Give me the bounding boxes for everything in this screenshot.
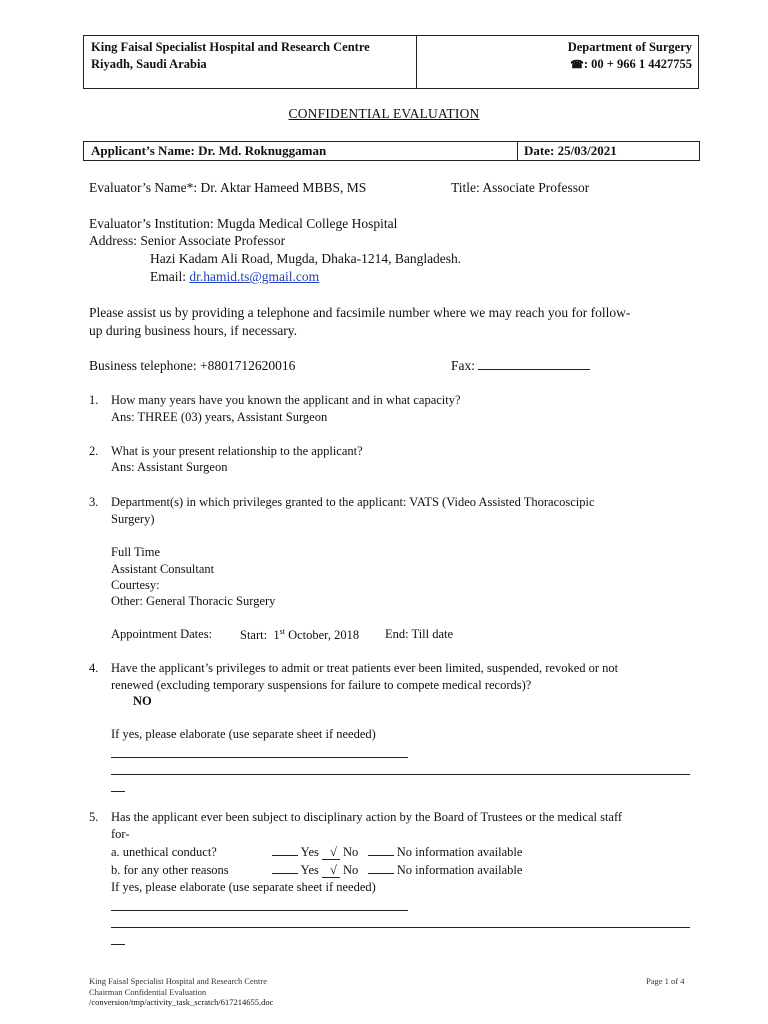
q4-text-2: renewed (excluding temporary suspensions for failure to compete medical records)? (111, 678, 532, 692)
q5-blank-line-3 (111, 944, 125, 945)
q5a-noinfo: No information available (396, 845, 523, 859)
q5-blank-line-1 (111, 910, 408, 911)
q3-start-date (240, 627, 359, 643)
q5a-options (272, 845, 522, 860)
q4-blank-line-1 (111, 757, 408, 758)
q5-text-2: for- (111, 827, 130, 841)
q5b-noinfo-blank (368, 872, 394, 874)
q5b-no: No (343, 863, 359, 877)
header-right-cell (417, 36, 698, 88)
q2-text: What is your present relationship to the applicant? (111, 444, 363, 458)
q1-answer: Ans: THREE (03) years, Assistant Surgeon (111, 410, 328, 424)
q5b-options (272, 863, 522, 878)
footer-block (89, 976, 273, 1008)
footer-file-path: /conversion/tmp/activity_task_scratch/617214655.doc (89, 997, 274, 1007)
q5-elaborate-label: If yes, please elaborate (use separate sheet if needed) (111, 880, 376, 894)
email-label: Email: (150, 269, 186, 284)
q3-assistant: Assistant Consultant (111, 562, 215, 576)
request-line-2: up during business hours, if necessary. (89, 323, 297, 338)
q5b-noinfo: No information available (396, 863, 523, 877)
page-title: CONFIDENTIAL EVALUATION (288, 106, 480, 121)
q1-number: 1. (89, 393, 99, 407)
evaluator-title: Title: Associate Professor (451, 180, 590, 195)
q5b-yes-blank (272, 872, 298, 874)
q5-number: 5. (89, 810, 99, 824)
evaluator-name: Evaluator’s Name*: Dr. Aktar Hameed MBBS, MS (89, 180, 367, 195)
email-link[interactable]: dr.hamid.ts@gmail.com (189, 269, 320, 284)
q3-full-time: Full Time (111, 545, 160, 559)
q3-number: 3. (89, 495, 99, 509)
start-month-year: October, 2018 (284, 628, 360, 643)
q5b-label: b. for any other reasons (111, 863, 229, 877)
q4-text-1: Have the applicant’s privileges to admit or treat patients ever been limited, suspended, revoked or not (111, 661, 619, 675)
start-day: 1 (273, 628, 280, 643)
q5a-check: √ (322, 845, 340, 860)
q3-text-1: Department(s) in which privileges granted to the applicant: VATS (Video Assisted Thoracoscipic (111, 495, 595, 509)
header-left-cell (84, 36, 417, 88)
evaluator-email-row (150, 269, 319, 285)
q4-answer: NO (133, 694, 152, 708)
q5a-noinfo-blank (368, 854, 394, 856)
q2-answer: Ans: Assistant Surgeon (111, 460, 228, 474)
q5a-yes: Yes (300, 845, 319, 859)
evaluation-date: Date: 25/03/2021 (524, 143, 617, 158)
fax-row (451, 358, 590, 374)
q5a-no: No (343, 845, 359, 859)
footer-page-number: Page 1 of 4 (646, 976, 685, 986)
q3-appointment-label: Appointment Dates: (111, 627, 213, 641)
q4-number: 4. (89, 661, 99, 675)
department-name: Department of Surgery (567, 40, 692, 54)
request-line-1: Please assist us by providing a telephone and facsimile number where we may reach you for follow- (89, 305, 631, 320)
q4-blank-line-2 (111, 774, 690, 775)
q3-end-date: End: Till date (385, 627, 454, 641)
phone-icon: ☎ (570, 59, 584, 71)
q5b-check: √ (322, 863, 340, 878)
q2-number: 2. (89, 444, 99, 458)
evaluator-institution: Evaluator’s Institution: Mugda Medical College Hospital (89, 216, 398, 231)
q1-text: How many years have you known the applicant and in what capacity? (111, 393, 461, 407)
department-phone (423, 56, 692, 74)
fax-blank-line (478, 368, 590, 370)
start-label: Start: (240, 628, 268, 643)
q5-text-1: Has the applicant ever been subject to disciplinary action by the Board of Trustees or the medical staff (111, 810, 623, 824)
q5a-label: a. unethical conduct? (111, 845, 217, 859)
q3-other: Other: General Thoracic Surgery (111, 594, 276, 608)
q5-blank-line-2 (111, 927, 690, 928)
phone-number: : 00 + 966 1 4427755 (583, 57, 692, 71)
q4-elaborate-label: If yes, please elaborate (use separate sheet if needed) (111, 727, 376, 741)
fax-label: Fax: (451, 358, 476, 373)
q4-blank-line-3 (111, 791, 125, 792)
start-day-suffix: st (279, 627, 285, 636)
evaluator-address-2: Hazi Kadam Ali Road, Mugda, Dhaka-1214, Bangladesh. (150, 251, 462, 266)
q3-courtesy: Courtesy: (111, 578, 160, 592)
footer-org: King Faisal Specialist Hospital and Research Centre (89, 976, 267, 986)
org-name: King Faisal Specialist Hospital and Research Centre (91, 40, 370, 54)
org-location: Riyadh, Saudi Arabia (91, 57, 207, 71)
q3-text-2: Surgery) (111, 512, 155, 526)
applicant-box (83, 141, 700, 161)
business-telephone: Business telephone: +8801712620016 (89, 358, 296, 373)
q5a-yes-blank (272, 854, 298, 856)
applicant-name: Applicant’s Name: Dr. Md. Roknuggaman (84, 142, 518, 160)
q5b-yes: Yes (300, 863, 319, 877)
footer-doc-title: Chairman Confidential Evaluation (89, 986, 207, 997)
evaluator-address-1: Address: Senior Associate Professor (89, 233, 286, 248)
header-box (83, 35, 699, 89)
